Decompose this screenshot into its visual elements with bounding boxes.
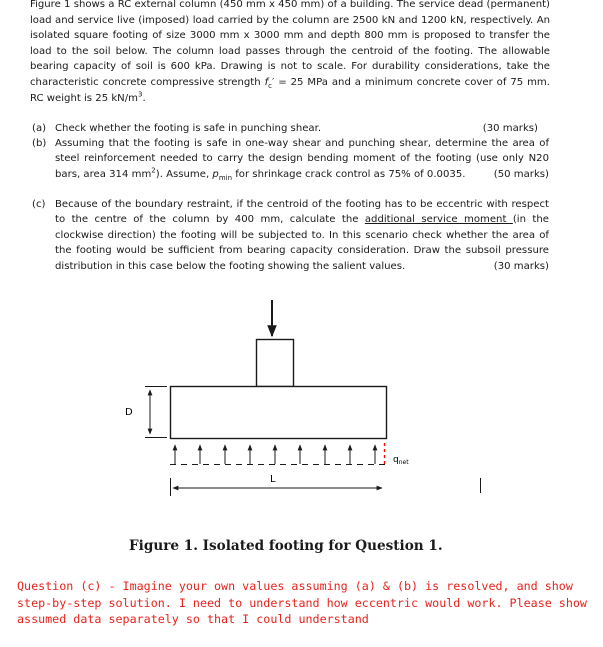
- depth-label: D: [125, 407, 133, 418]
- footing: [171, 387, 387, 439]
- student-request: Question (c) - Imagine your own values assuming (a) & (b) is resolved, and show step-by-step solution. I need to understand how eccentric would work. Please show assumed data separately so that I could understand: [17, 579, 587, 626]
- question-b: (b) Assuming that the footing is safe in one-way shear and punching shear, determine the area of steel reinforcement needed to carry the design bending moment of the footing (use only N20 bars, area 314 $mm^2$). Assume, $p_{min}$ for shrinkage crack control as 75% of 0.0035. (50 marks): [32, 138, 549, 182]
- pressure-label: $q_{net}$: [393, 455, 409, 466]
- footing-figure: [0, 290, 603, 535]
- column: [257, 340, 294, 387]
- question-a-marks: (30 marks): [482, 123, 538, 134]
- question-c-marks: (30 marks): [493, 260, 549, 272]
- question-c: (c) Because of the boundary restraint, if the centroid of the footing has to be eccentric with respect to the centre of the column by 400 mm, calculate the additional service moment (in the clockwise direction) the footing will be subjected to. In this scenario check whether the area of the footing would be sufficient from bearing capacity consideration. Draw the subsoil pressure distribution in this case below the footing showing the salient values. (30 marks): [32, 197, 549, 274]
- length-label: L: [270, 474, 276, 485]
- additional-service-moment: additional service moment: [364, 214, 513, 226]
- question-b-label: (b): [32, 138, 47, 149]
- fc-symbol: f: [264, 76, 269, 88]
- question-a: (a) (30 marks) Check whether the footing is safe in punching shear.: [32, 121, 538, 136]
- question-c-label: (c): [32, 199, 46, 210]
- question-a-label: (a): [32, 123, 47, 134]
- soil-pressure-arrows: [175, 445, 375, 464]
- problem-statement: Figure 1 shows a RC external column (450 mm x 450 mm) of a building. The service dead (permanent) load and service live (imposed) load carried by the column are 2500 kN and 1200 kN, respectively. An isolated square footing of size 3000 mm x 3000 mm and depth 800 mm is proposed to transfer the load to the soil below. The column load passes through the centroid of the footing. The allowable bearing capacity of soil is 600 kPa. Drawing is not to scale. For durability considerations, take the characteristic concrete compressive strength $f_c' = 25$ MPa and a minimum concrete cover of 75 mm. RC weight is 25 $kN/m^3$.: [30, 0, 550, 104]
- figure-caption: Figure 1. Isolated footing for Question 1.: [129, 538, 443, 554]
- question-b-marks: (50 marks): [493, 168, 549, 180]
